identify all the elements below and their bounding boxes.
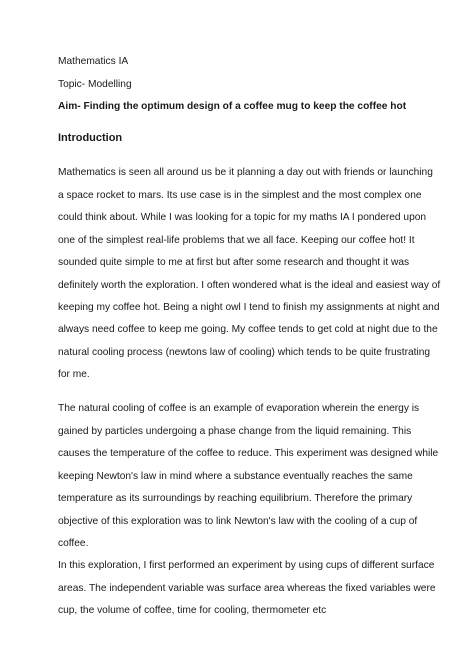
paragraph1-line: Mathematics is seen all around us be it planning a day out with friends or launching [58, 167, 433, 178]
introduction-heading: Introduction [58, 132, 123, 144]
paragraph3-line: cup, the volume of coffee, time for cooling, thermometer etc [58, 605, 327, 616]
paragraph3-line: areas. The independent variable was surface area whereas the fixed variables were [58, 583, 436, 594]
paragraph2-line: The natural cooling of coffee is an example of evaporation wherein the energy is [58, 403, 420, 414]
paragraph3-line: In this exploration, I first performed an experiment by using cups of different surface [58, 560, 435, 571]
paragraph2-line: coffee. [58, 538, 89, 549]
paragraph1-line: could think about. While I was looking for a topic for my maths IA I pondered upon [58, 212, 427, 223]
paragraph1-line: keeping my coffee hot. Being a night owl I tend to finish my assignments at night and [58, 302, 440, 313]
paragraph2-line: temperature as its surroundings by reaching equilibrium. Therefore the primary [58, 493, 413, 504]
aim-line: Aim- Finding the optimum design of a coffee mug to keep the coffee hot [58, 101, 407, 112]
paragraph2-line: gained by particles undergoing a phase change from the liquid remaining. This [58, 426, 412, 437]
paragraph1-line: always need coffee to keep me going. My coffee tends to get cold at night due to the [58, 324, 438, 335]
topic-line: Topic- Modelling [58, 79, 132, 90]
course-title: Mathematics IA [58, 56, 129, 67]
paragraph1-line: natural cooling process (newtons law of cooling) which tends to be quite frustrating [58, 347, 431, 358]
paragraph2-line: causes the temperature of the coffee to reduce. This experiment was designed while [58, 448, 439, 459]
paragraph1-line: one of the simplest real-life problems that we all face. Keeping our coffee hot! It [58, 235, 415, 246]
paragraph1-line: sounded quite simple to me at first but after some research and thought it was [58, 257, 410, 268]
paragraph1-line: a space rocket to mars. Its use case is in the simplest and the most complex one [58, 190, 422, 201]
paragraph1-line: definitely worth the exploration. I often wondered what is the ideal and easiest way of [58, 280, 441, 291]
paragraph1-line: for me. [58, 369, 90, 380]
paragraph2-line: objective of this exploration was to link Newton's law with the cooling of a cup of [58, 516, 418, 527]
paragraph2-line: keeping Newton's law in mind where a substance eventually reaches the same [58, 471, 413, 482]
